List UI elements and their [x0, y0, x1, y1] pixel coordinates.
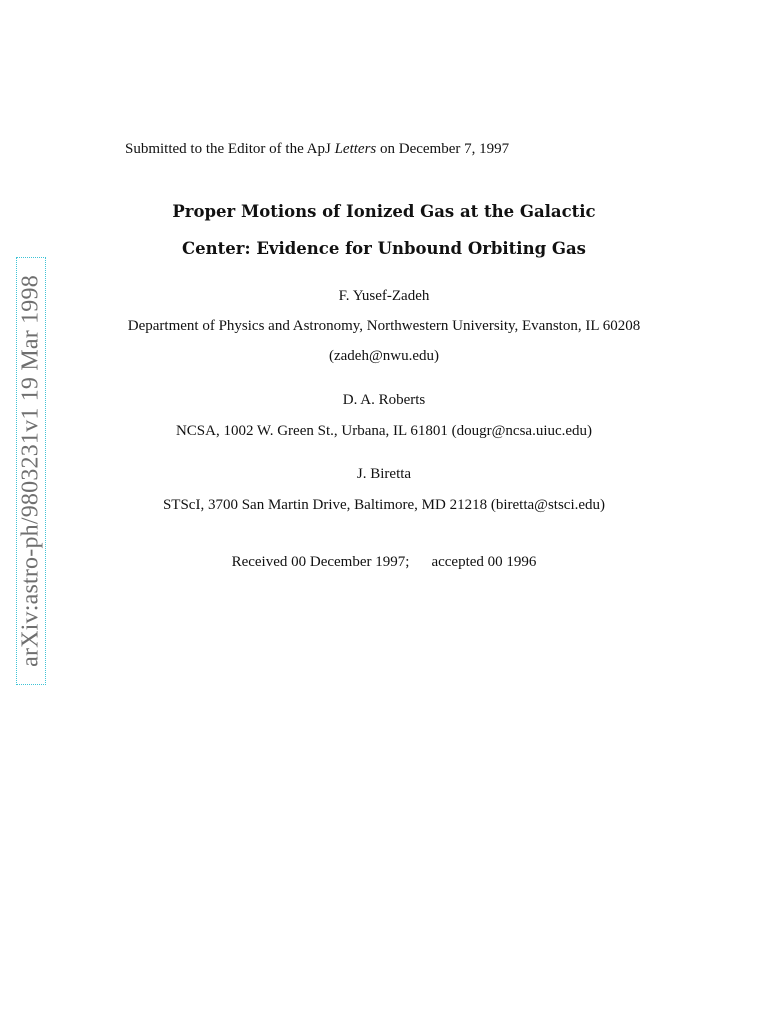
submission-prefix: Submitted to the Editor of the ApJ: [125, 141, 335, 157]
received-date: Received 00 December 1997;: [231, 554, 410, 570]
author-name-2: D. A. Roberts: [342, 392, 426, 408]
arxiv-identifier: arXiv:astro-ph/9803231v1 19 Mar 1998: [17, 275, 44, 667]
submission-note: [125, 141, 509, 158]
author-affiliation-3: STScI, 3700 San Martin Drive, Baltimore, MD 21218 (biretta@stsci.edu): [162, 497, 606, 513]
author-affiliation-1: Department of Physics and Astronomy, Northwestern University, Evanston, IL 60208: [127, 318, 641, 334]
author-name-3: J. Biretta: [356, 466, 412, 482]
author-email-1: (zadeh@nwu.edu): [328, 348, 440, 364]
author-affiliation-2: NCSA, 1002 W. Green St., Urbana, IL 61801 (dougr@ncsa.uiuc.edu): [175, 423, 593, 439]
paper-title-line-1: Proper Motions of Ionized Gas at the Galactic: [172, 202, 596, 221]
paper-title-line-2: Center: Evidence for Unbound Orbiting Gas: [182, 239, 586, 258]
submission-suffix: on December 7, 1997: [376, 141, 510, 157]
dates-line: [0, 554, 768, 571]
submission-journal: Letters: [334, 141, 377, 157]
accepted-date: accepted 00 1996: [431, 554, 537, 570]
author-name-1: F. Yusef-Zadeh: [338, 288, 430, 304]
